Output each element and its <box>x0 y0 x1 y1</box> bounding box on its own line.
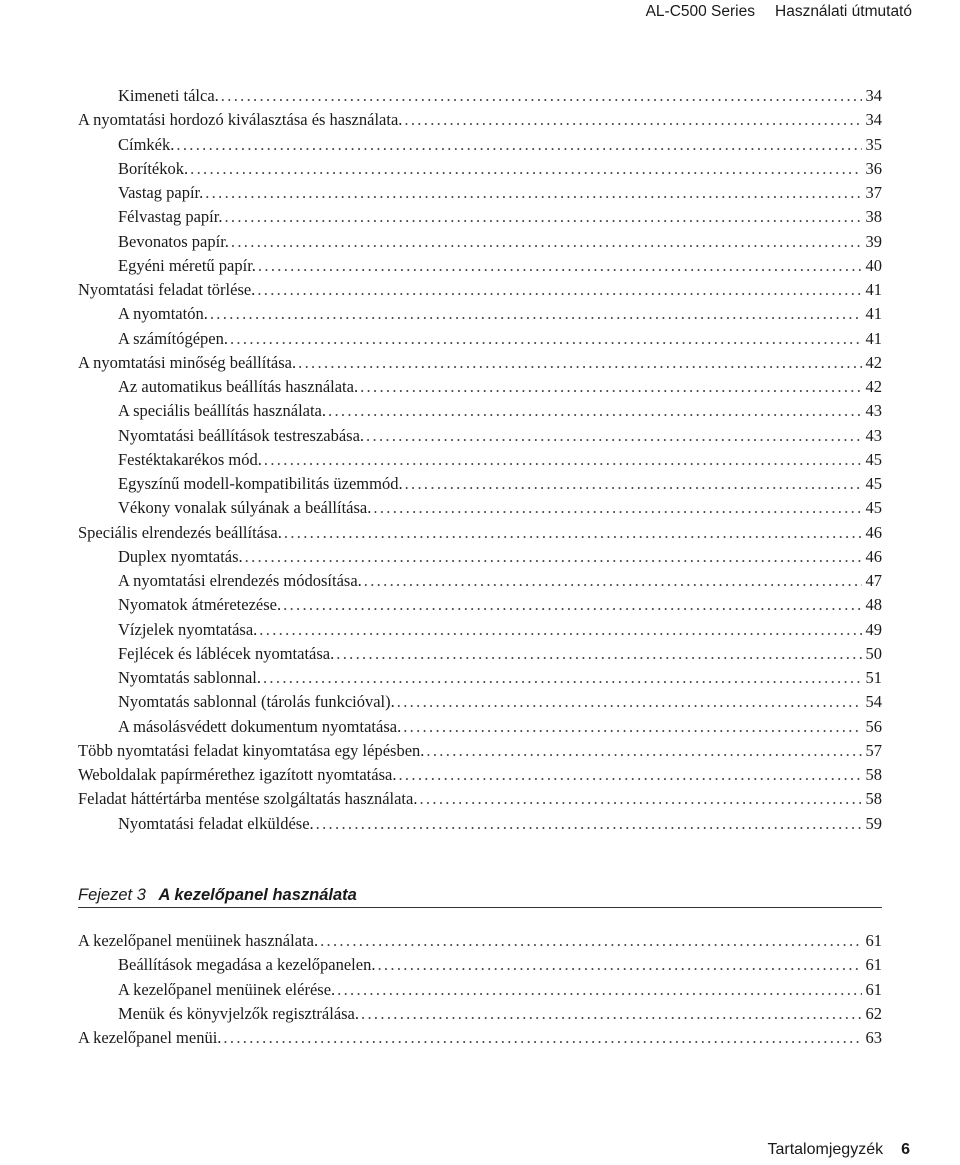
toc-entry-page: 43 <box>865 425 882 445</box>
toc-entry-title: Félvastag papír. <box>118 207 223 227</box>
toc-entry-title: Nyomtatás sablonnal. <box>118 668 261 687</box>
dot-leader <box>257 278 862 302</box>
dot-leader <box>328 399 862 423</box>
toc-entry[interactable] <box>78 690 882 714</box>
dot-leader <box>404 108 862 132</box>
toc-entry[interactable] <box>78 787 882 811</box>
header-doc-title: Használati útmutató <box>775 3 912 20</box>
toc-entry-title: A nyomtatási elrendezés módosítása. <box>118 571 362 590</box>
toc-entry-page: 42 <box>865 352 882 372</box>
dot-leader <box>361 1002 862 1026</box>
dot-leader <box>403 715 862 739</box>
toc-entry[interactable] <box>78 181 882 205</box>
chapter-heading <box>78 886 882 908</box>
toc-entry-page: 50 <box>865 643 882 663</box>
toc-entry-page: 54 <box>865 692 882 712</box>
toc-entry-title: A kezelőpanel menüinek elérése. <box>118 979 336 999</box>
toc-entry-title: Nyomtatási feladat törlése. <box>78 280 256 299</box>
toc-entry[interactable] <box>78 521 882 545</box>
toc-entry[interactable] <box>78 739 882 763</box>
toc-entry-page: 41 <box>865 328 882 348</box>
toc-entry-title: A speciális beállítás használata. <box>118 401 327 421</box>
toc-entry-title: A másolásvédett dokumentum nyomtatása. <box>118 716 402 736</box>
toc-entry[interactable] <box>78 278 882 302</box>
toc-entry-title: A nyomtatási minőség beállítása. <box>78 352 297 372</box>
dot-leader <box>205 181 862 205</box>
dot-leader <box>397 690 862 714</box>
toc-entry[interactable] <box>78 545 882 569</box>
toc-entry[interactable] <box>78 1002 882 1026</box>
dot-leader <box>320 929 862 953</box>
dot-leader <box>398 763 862 787</box>
toc-entry-page: 61 <box>865 931 882 950</box>
toc-entry-page: 51 <box>865 668 882 687</box>
dot-leader <box>264 448 862 472</box>
toc-entry-page: 43 <box>865 401 882 421</box>
toc-entry-title: Feladat háttértárba mentése szolgáltatás használata. <box>78 789 418 809</box>
toc-entry-page: 62 <box>865 1003 882 1023</box>
dot-leader <box>337 978 862 1002</box>
toc-entry-title: Vastag papír. <box>118 183 204 202</box>
dot-leader <box>221 84 862 108</box>
chapter-label: Fejezet 3 <box>78 886 146 904</box>
dot-leader <box>210 302 862 326</box>
toc-entry-title: Vékony vonalak súlyának a beállítása. <box>118 498 372 518</box>
toc-entry[interactable] <box>78 157 882 181</box>
toc-entry-title: A nyomtatón. <box>118 304 208 324</box>
dot-leader <box>231 230 862 254</box>
dot-leader <box>284 521 862 545</box>
toc-entry[interactable] <box>78 424 882 448</box>
toc-entry-title: A kezelőpanel menüinek használata. <box>78 931 319 950</box>
toc-entry-page: 56 <box>865 716 882 736</box>
toc-entry-title: Egyéni méretű papír. <box>118 255 256 275</box>
toc-entry-page: 45 <box>865 474 882 493</box>
toc-entry-title: A nyomtatási hordozó kiválasztása és használata. <box>78 110 403 130</box>
toc-entry-page: 59 <box>865 813 882 833</box>
toc-entry[interactable] <box>78 399 882 423</box>
toc-entry-title: Fejlécek és láblécek nyomtatása. <box>118 643 335 663</box>
toc-entry-page: 57 <box>865 740 882 760</box>
toc-entry-title: Nyomatok átméretezése. <box>118 595 282 615</box>
dot-leader <box>283 593 862 617</box>
dot-leader <box>298 351 862 375</box>
toc-entry-title: Beállítások megadása a kezelőpanelen. <box>118 955 376 975</box>
dot-leader <box>224 205 862 229</box>
toc-entry-page: 49 <box>865 619 882 639</box>
toc-entry[interactable] <box>78 351 882 375</box>
toc-entry-page: 34 <box>865 110 882 130</box>
dot-leader <box>364 569 862 593</box>
toc-entry-title: Festéktakarékos mód. <box>118 449 262 469</box>
toc-entry-title: Nyomtatási feladat elküldése. <box>118 813 314 833</box>
dot-leader <box>230 327 862 351</box>
toc-entry[interactable] <box>78 302 882 326</box>
toc-entry[interactable] <box>78 254 882 278</box>
toc-entry-title: Menük és könyvjelzők regisztrálása. <box>118 1003 360 1023</box>
toc-list <box>78 84 882 836</box>
dot-leader <box>245 545 862 569</box>
toc-entry-title: Az automatikus beállítás használata. <box>118 377 359 396</box>
toc-entry[interactable] <box>78 133 882 157</box>
toc-entry-page: 39 <box>865 231 882 251</box>
toc-entry[interactable] <box>78 108 882 132</box>
toc-entry-page: 41 <box>865 304 882 324</box>
toc-entry-page: 48 <box>865 595 882 615</box>
dot-leader <box>377 953 862 977</box>
toc-entry-page: 46 <box>865 522 882 542</box>
dot-leader <box>405 472 862 496</box>
toc-entry[interactable] <box>78 569 882 593</box>
toc-entry-page: 37 <box>865 183 882 202</box>
toc-entry-title: Borítékok. <box>118 158 189 178</box>
toc-entry-page: 58 <box>865 765 882 784</box>
toc-entry[interactable] <box>78 715 882 739</box>
toc-entry[interactable] <box>78 593 882 617</box>
toc-entry-title: A számítógépen. <box>118 328 228 348</box>
header-product: AL-C500 Series <box>645 3 755 20</box>
toc-entry[interactable] <box>78 496 882 520</box>
toc-entry-page: 61 <box>865 979 882 999</box>
toc-entry-page: 40 <box>865 255 882 275</box>
toc-entry-page: 61 <box>865 955 882 975</box>
toc-entry-page: 58 <box>865 789 882 809</box>
toc-entry[interactable] <box>78 929 882 953</box>
page-number: 6 <box>901 1141 910 1158</box>
dot-leader <box>316 812 862 836</box>
toc-entry[interactable] <box>78 448 882 472</box>
toc-entry-title: Címkék. <box>118 134 175 154</box>
toc-entry-title: Vízjelek nyomtatása. <box>118 619 258 639</box>
dot-leader <box>258 254 862 278</box>
toc-entry-page: 38 <box>865 207 882 227</box>
toc-entry-page: 41 <box>865 280 882 299</box>
page-footer <box>767 1141 910 1159</box>
toc-entry-title: Speciális elrendezés beállítása. <box>78 522 282 542</box>
toc-entry[interactable] <box>78 472 882 496</box>
toc-entry[interactable] <box>78 953 882 977</box>
toc-entry-title: Egyszínű modell-kompatibilitás üzemmód. <box>118 474 403 493</box>
dot-leader <box>373 496 862 520</box>
toc-entry[interactable] <box>78 84 882 108</box>
toc-entry-page: 34 <box>865 86 882 105</box>
dot-leader <box>336 642 862 666</box>
dot-leader <box>190 157 862 181</box>
page-header <box>646 0 912 23</box>
toc-entry[interactable] <box>78 812 882 836</box>
toc-list <box>78 929 882 1050</box>
dot-leader <box>366 424 862 448</box>
chapter-title: A kezelőpanel használata <box>158 886 357 904</box>
toc-entry-page: 45 <box>865 498 882 518</box>
toc-entry-page: 42 <box>865 377 882 396</box>
dot-leader <box>360 375 862 399</box>
toc-entry[interactable] <box>78 375 882 399</box>
toc-entry-page: 36 <box>865 158 882 178</box>
toc-entry-page: 46 <box>865 546 882 566</box>
toc-entry[interactable] <box>78 1026 882 1050</box>
toc-entry-title: A kezelőpanel menüi. <box>78 1028 222 1047</box>
toc-entry-title: Weboldalak papírmérethez igazított nyomtatása. <box>78 765 397 784</box>
toc-entry[interactable] <box>78 205 882 229</box>
dot-leader <box>223 1026 862 1050</box>
toc-entry-page: 45 <box>865 449 882 469</box>
toc-entry-title: Nyomtatás sablonnal (tárolás funkcióval). <box>118 692 395 712</box>
toc-entry-title: Nyomtatási beállítások testreszabása. <box>118 425 365 445</box>
toc-entry[interactable] <box>78 327 882 351</box>
dot-leader <box>176 133 862 157</box>
dot-leader <box>263 666 862 690</box>
toc-entry-page: 35 <box>865 134 882 154</box>
toc-entry-page: 47 <box>865 571 882 590</box>
toc-entry-page: 63 <box>865 1028 882 1047</box>
toc-entry-title: Kimeneti tálca. <box>118 86 219 105</box>
dot-leader <box>259 618 862 642</box>
toc-entry[interactable] <box>78 642 882 666</box>
toc-entry[interactable] <box>78 230 882 254</box>
toc-entry-title: Bevonatos papír. <box>118 231 229 251</box>
toc-entry[interactable] <box>78 763 882 787</box>
toc-entry[interactable] <box>78 978 882 1002</box>
dot-leader <box>419 787 862 811</box>
toc-entry-title: Duplex nyomtatás. <box>118 546 243 566</box>
footer-section: Tartalomjegyzék <box>767 1141 884 1158</box>
toc-entry[interactable] <box>78 666 882 690</box>
toc-entry-title: Több nyomtatási feladat kinyomtatása egy lépésben. <box>78 740 425 760</box>
toc-entry[interactable] <box>78 618 882 642</box>
dot-leader <box>426 739 862 763</box>
